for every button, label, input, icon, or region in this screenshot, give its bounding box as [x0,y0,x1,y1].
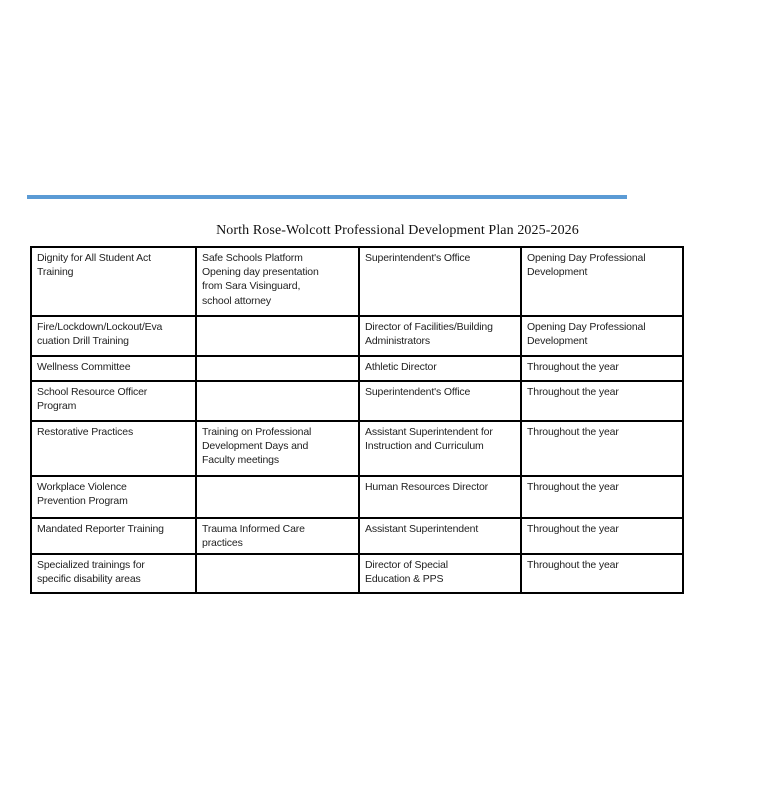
table-cell [196,247,359,316]
table-cell [31,554,196,593]
table-cell-line: Dignity for All Student Act [37,252,151,264]
table-row [31,554,683,593]
table-row [31,316,683,356]
table-cell [521,421,683,476]
table-cell [359,518,521,554]
table-cell-line: Throughout the year [527,361,619,373]
table-cell [196,518,359,554]
table-cell [521,554,683,593]
table-cell [359,381,521,421]
table-cell-line: Mandated Reporter Training [37,523,164,535]
table-cell [521,316,683,356]
table-cell-line: Assistant Superintendent for [365,426,493,438]
pd-plan-table-body [31,247,683,593]
table-cell-line: Workplace Violence [37,481,127,493]
table-cell [521,476,683,518]
table-cell-line: Wellness Committee [37,361,131,373]
table-cell-line: Throughout the year [527,523,619,535]
table-cell-line: School Resource Officer [37,386,148,398]
pd-plan-table [30,246,684,594]
table-cell [31,476,196,518]
table-cell-line: Development Days and [202,440,309,453]
table-cell-line: Superintendent's Office [365,252,471,264]
table-cell [31,518,196,554]
table-cell-line: Throughout the year [527,481,619,493]
table-cell [359,476,521,518]
table-cell [521,381,683,421]
table-cell-line: Safe Schools Platform [202,252,303,264]
table-cell [196,381,359,421]
table-cell-line: practices [202,537,243,550]
table-cell-line: from Sara Visinguard, [202,280,301,293]
title-wrap [30,221,765,239]
table-cell-line: Training [37,266,74,279]
table-row [31,476,683,518]
table-cell-line: Opening day presentation [202,266,319,279]
page-title: North Rose-Wolcott Professional Development Plan 2025-2026 [216,223,579,238]
table-cell-line: Opening Day Professional [527,252,646,264]
table-cell-line: cuation Drill Training [37,335,129,348]
table-cell-line: Development [527,335,588,348]
table-cell-line: Throughout the year [527,559,619,571]
table-cell-line: Athletic Director [365,361,437,373]
table-cell-line: specific disability areas [37,573,141,586]
table-cell-line: Trauma Informed Care [202,523,305,535]
table-cell-line: Education & PPS [365,573,444,586]
table-cell-line: Specialized trainings for [37,559,145,571]
table-cell [31,381,196,421]
table-cell [31,356,196,381]
table-cell [196,476,359,518]
table-cell-line: school attorney [202,294,271,307]
table-row [31,247,683,316]
table-cell-line: Throughout the year [527,426,619,438]
table-cell [359,247,521,316]
table-cell-line: Program [37,400,77,413]
table-cell [196,554,359,593]
table-cell [196,356,359,381]
table-cell [196,421,359,476]
table-row [31,518,683,554]
table-cell-line: Faculty meetings [202,454,279,467]
table-cell [521,247,683,316]
table-cell [359,421,521,476]
table-row [31,381,683,421]
table-row [31,421,683,476]
table-cell [521,356,683,381]
table-cell [196,316,359,356]
table-cell-line: Administrators [365,335,431,348]
table-cell-line: Development [527,266,588,279]
table-cell [31,421,196,476]
table-cell [359,554,521,593]
table-cell [359,356,521,381]
table-cell-line: Training on Professional [202,426,312,438]
table-row [31,356,683,381]
table-cell-line: Human Resources Director [365,481,489,493]
table-cell-line: Prevention Program [37,495,128,508]
table-cell-line: Throughout the year [527,386,619,398]
table-cell [31,247,196,316]
table-cell-line: Restorative Practices [37,426,134,438]
table-cell-line: Fire/Lockdown/Lockout/Eva [37,321,163,333]
table-cell-line: Opening Day Professional [527,321,646,333]
divider-rule [27,195,627,199]
table-cell [31,316,196,356]
table-cell-line: Instruction and Curriculum [365,440,484,453]
table-cell [359,316,521,356]
table-cell-line: Director of Special [365,559,448,571]
table-cell [521,518,683,554]
table-cell-line: Assistant Superintendent [365,523,479,535]
table-cell-line: Director of Facilities/Building [365,321,493,333]
table-cell-line: Superintendent's Office [365,386,471,398]
